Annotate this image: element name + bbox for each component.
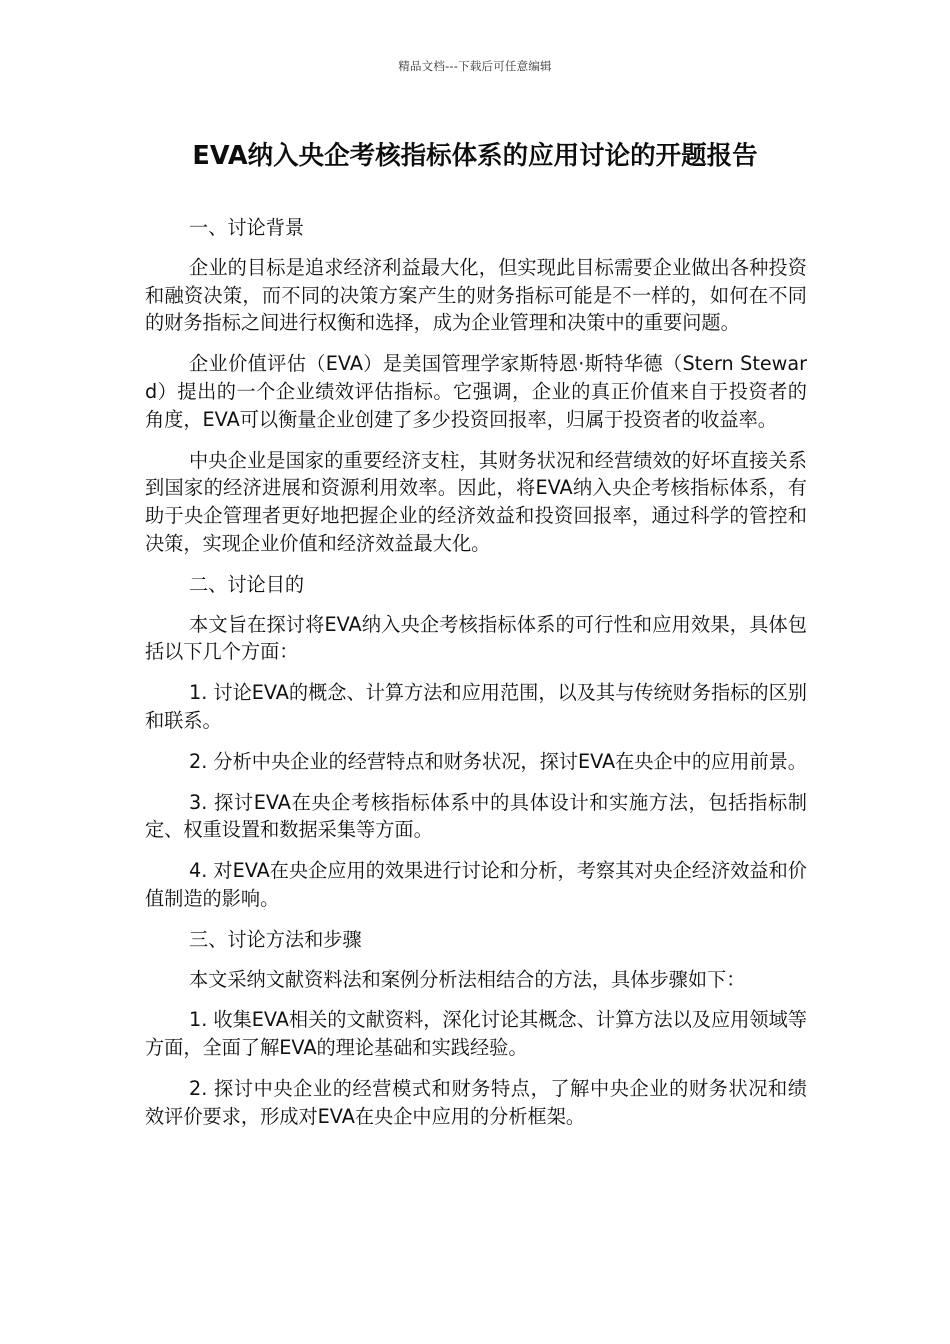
paragraph: 本文旨在探讨将EVA纳入央企考核指标体系的可行性和应用效果，具体包括以下几个方面： [145, 612, 807, 664]
list-item: 2. 分析中央企业的经营特点和财务状况，探讨EVA在央企中的应用前景。 [189, 749, 807, 773]
list-item: 4. 对EVA在央企应用的效果进行讨论和分析，考察其对央企经济效益和价值制造的影响。 [145, 859, 807, 910]
document-title: EVA纳入央企考核指标体系的应用讨论的开题报告 [192, 141, 758, 171]
list-item: 1. 收集EVA相关的文献资料，深化讨论其概念、计算方法以及应用领域等方面，全面了解EVA的理论基础和实践经验。 [145, 1008, 807, 1060]
section-heading-methods: 三、讨论方法和步骤 [189, 927, 362, 951]
section-heading-background: 一、讨论背景 [189, 216, 305, 239]
paragraph: 企业的目标是追求经济利益最大化，但实现此目标需要企业做出各种投资和融资决策，而不同的决策方案产生的财务指标可能是不一样的，如何在不同的财务指标之间进行权衡和选择，成为企业管理和决策中的重要问题。 [145, 255, 807, 335]
list-item: 1. 讨论EVA的概念、计算方法和应用范围，以及其与传统财务指标的区别和联系。 [145, 681, 807, 732]
paragraph: 本文采纳文献资料法和案例分析法相结合的方法，具体步骤如下： [189, 967, 746, 991]
header-note: 精品文档---下载后可任意编辑 [398, 59, 552, 73]
list-item: 2. 探讨中央企业的经营模式和财务特点，了解中央企业的财务状况和绩效评价要求，形成对EVA在央企中应用的分析框架。 [145, 1076, 807, 1128]
list-item: 3. 探讨EVA在央企考核指标体系中的具体设计和实施方法，包括指标制定、权重设置和数据采集等方面。 [145, 790, 807, 842]
paragraph: 企业价值评估（EVA）是美国管理学家斯特恩·斯特华德（Stern Steward）提出的一个企业绩效评估指标。它强调，企业的真正价值来自于投资者的角度，EVA可以衡量企业创建了多少投资回报率，归属于投资者的收益率。 [145, 352, 807, 431]
section-heading-purpose: 二、讨论目的 [189, 572, 305, 596]
paragraph: 中央企业是国家的重要经济支柱，其财务状况和经营绩效的好坏直接关系到国家的经济进展和资源利用效率。因此，将EVA纳入央企考核指标体系，有助于央企管理者更好地把握企业的经济效益和投资回报率，通过科学的管控和决策，实现企业价值和经济效益最大化。 [145, 448, 807, 555]
document-body [145, 214, 807, 1144]
